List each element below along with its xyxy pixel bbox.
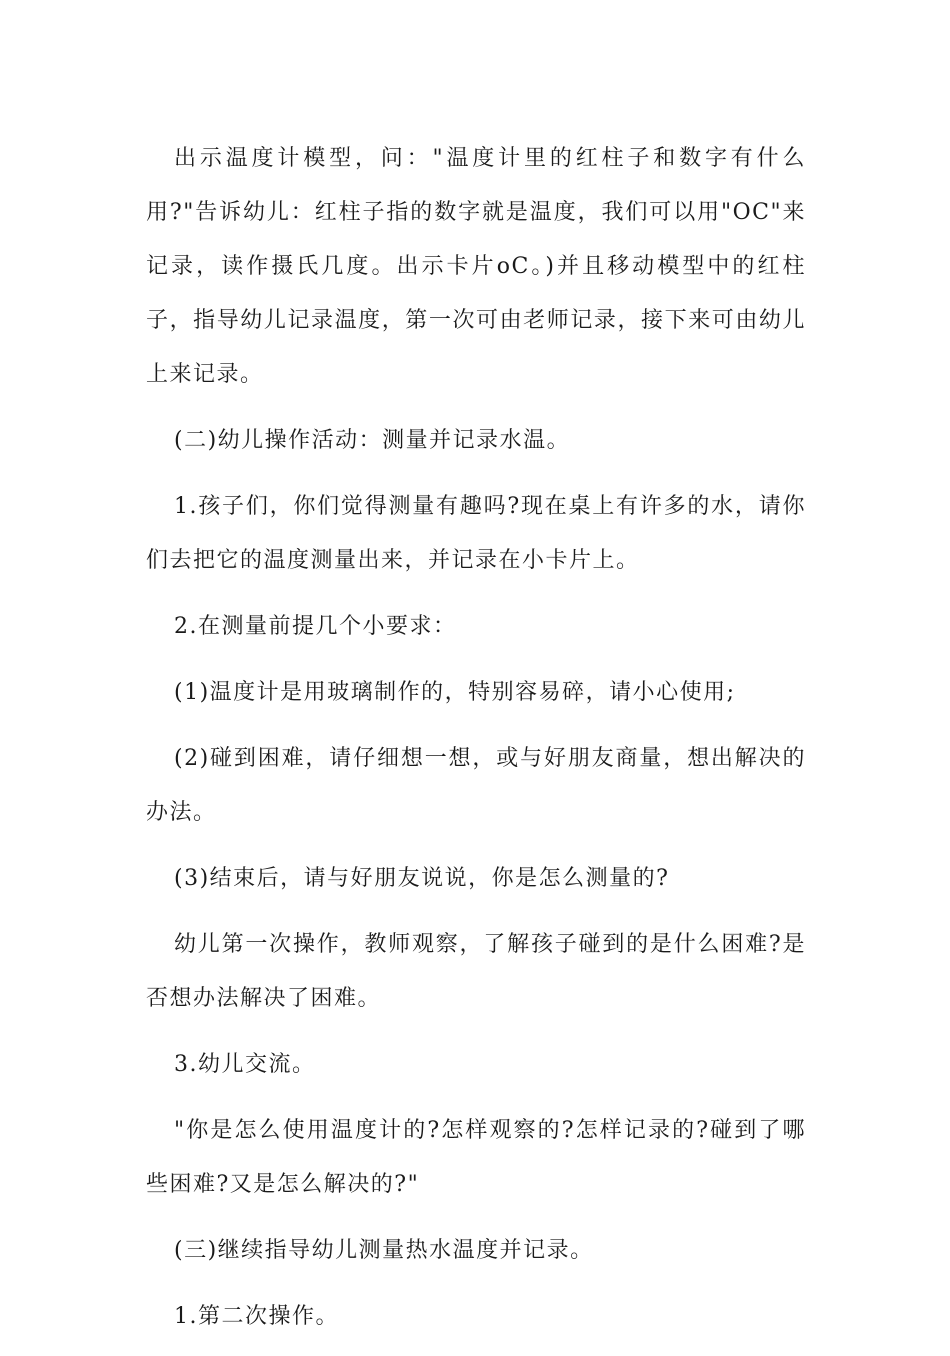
paragraph-requirement-3: (3)结束后，请与好朋友说说，你是怎么测量的?: [174, 866, 670, 891]
paragraph-step-1: 1.孩子们，你们觉得测量有趣吗?现在桌上有许多的水，请你们去把它的温度测量出来，并记录在小卡片上。: [146, 494, 806, 573]
document-body: [146, 132, 806, 1356]
section-heading-3: (三)继续指导幼儿测量热水温度并记录。: [174, 1238, 594, 1263]
paragraph-first-operation: 幼儿第一次操作，教师观察，了解孩子碰到的是什么困难?是否想办法解决了困难。: [146, 932, 806, 1011]
paragraph-questions: "你是怎么使用温度计的?怎样观察的?怎样记录的?碰到了哪些困难?又是怎么解决的?": [146, 1118, 806, 1197]
paragraph-second-operation: 1.第二次操作。: [174, 1304, 339, 1329]
paragraph-step-2: 2.在测量前提几个小要求：: [174, 614, 457, 639]
paragraph-requirement-1: (1)温度计是用玻璃制作的，特别容易碎，请小心使用;: [174, 680, 736, 705]
section-heading-2: (二)幼儿操作活动：测量并记录水温。: [174, 428, 571, 453]
paragraph-step-3: 3.幼儿交流。: [174, 1052, 316, 1077]
paragraph-requirement-2: (2)碰到困难，请仔细想一想，或与好朋友商量，想出解决的办法。: [146, 746, 806, 825]
paragraph-intro: 出示温度计模型，问："温度计里的红柱子和数字有什么用?"告诉幼儿：红柱子指的数字就是温度，我们可以用"OC"来记录，读作摄氏几度。出示卡片oC。)并且移动模型中的红柱子，指导幼儿记录温度，第一次可由老师记录，接下来可由幼儿上来记录。: [146, 146, 806, 387]
